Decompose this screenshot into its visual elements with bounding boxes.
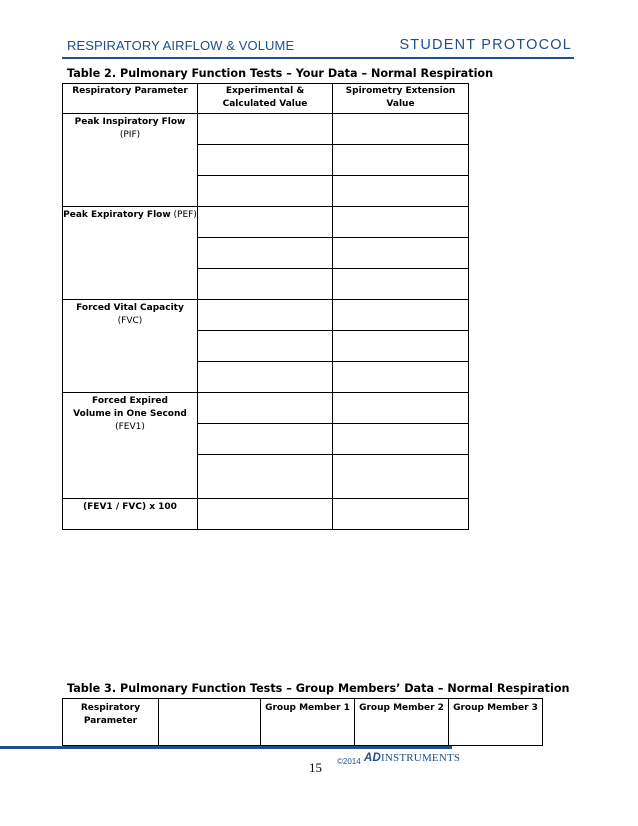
table2-header-experimental: Experimental & Calculated Value: [198, 84, 333, 114]
value-cell[interactable]: [333, 331, 469, 362]
table3-header-row: [63, 699, 543, 746]
value-cell[interactable]: [198, 300, 333, 331]
brand-rest: INSTRUMENTS: [381, 752, 461, 764]
header-protocol: STUDENT PROTOCOL: [399, 37, 572, 53]
table3: [62, 698, 543, 746]
table2-header-spirometry: Spirometry Extension Value: [333, 84, 469, 114]
value-cell[interactable]: [198, 499, 333, 530]
header-title: RESPIRATORY AIRFLOW & VOLUME: [67, 38, 295, 53]
value-cell[interactable]: [333, 269, 469, 300]
header-rule: [62, 57, 574, 59]
param-abbr: (PIF): [119, 130, 141, 140]
table-row: [63, 499, 469, 530]
param-name: Forced Vital Capacity: [76, 303, 184, 313]
table-row: [63, 300, 469, 331]
param-pif: [63, 114, 198, 207]
footer-rule: [0, 746, 452, 749]
param-abbr: (PEF): [173, 210, 197, 220]
value-cell[interactable]: [198, 269, 333, 300]
param-pef: [63, 207, 198, 300]
table3-header-member-3: Group Member 3: [449, 699, 543, 746]
value-cell[interactable]: [333, 499, 469, 530]
table-row: [63, 393, 469, 424]
value-cell[interactable]: [198, 145, 333, 176]
param-name: Peak Expiratory Flow: [63, 210, 171, 220]
param-name: (FEV1 / FVC) x 100: [83, 502, 177, 512]
param-abbr: (FEV1): [115, 422, 145, 432]
param-fvc: [63, 300, 198, 393]
page-number: 15: [309, 760, 322, 775]
table3-header-member-1: Group Member 1: [261, 699, 355, 746]
value-cell[interactable]: [333, 114, 469, 145]
param-fev1: [63, 393, 198, 499]
table3-header-member-2: Group Member 2: [355, 699, 449, 746]
param-name: Forced Expired Volume in One Second: [73, 396, 187, 419]
value-cell[interactable]: [333, 300, 469, 331]
brand-bold: AD: [364, 752, 382, 764]
value-cell[interactable]: [198, 331, 333, 362]
param-name: Peak Inspiratory Flow: [74, 117, 186, 127]
table2-header-row: [63, 84, 469, 114]
value-cell[interactable]: [333, 362, 469, 393]
value-cell[interactable]: [198, 362, 333, 393]
table2-caption: Table 2. Pulmonary Function Tests – Your Data – Normal Respiration: [67, 67, 494, 80]
value-cell[interactable]: [333, 455, 469, 499]
value-cell[interactable]: [333, 424, 469, 455]
value-cell[interactable]: [198, 393, 333, 424]
table2: [62, 83, 469, 530]
value-cell[interactable]: [333, 176, 469, 207]
value-cell[interactable]: [198, 176, 333, 207]
value-cell[interactable]: [198, 207, 333, 238]
table3-caption: Table 3. Pulmonary Function Tests – Group Members’ Data – Normal Respiration: [67, 682, 570, 695]
value-cell[interactable]: [198, 114, 333, 145]
table3-header-blank: [159, 699, 261, 746]
param-abbr: (FVC): [117, 316, 143, 326]
value-cell[interactable]: [333, 145, 469, 176]
param-fev1-fvc-ratio: [63, 499, 198, 530]
value-cell[interactable]: [333, 393, 469, 424]
copyright: ©2014: [337, 757, 361, 766]
value-cell[interactable]: [198, 424, 333, 455]
value-cell[interactable]: [198, 455, 333, 499]
table-row: [63, 207, 469, 238]
table3-header-parameter: Respiratory Parameter: [63, 699, 159, 746]
table2-header-parameter: Respiratory Parameter: [63, 84, 198, 114]
value-cell[interactable]: [198, 238, 333, 269]
table-row: [63, 114, 469, 145]
value-cell[interactable]: [333, 207, 469, 238]
value-cell[interactable]: [333, 238, 469, 269]
brand-logo: [364, 752, 460, 764]
